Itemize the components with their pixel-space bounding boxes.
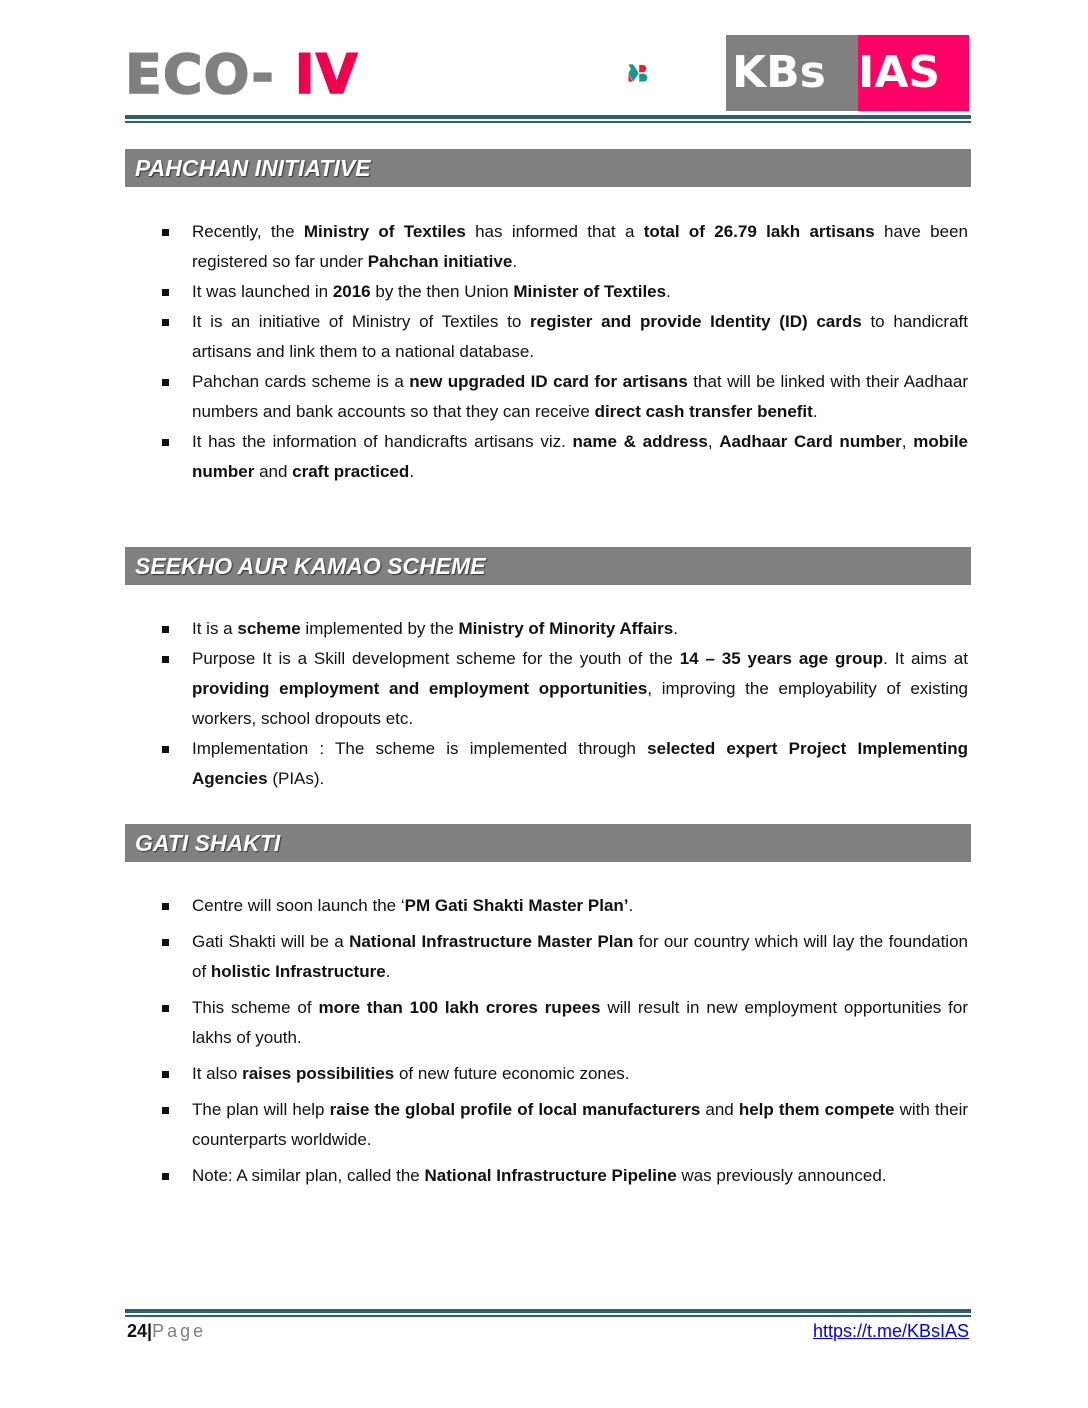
list-item (192, 217, 968, 277)
text: It was launched in (192, 282, 333, 301)
page-label: Page (152, 1321, 207, 1341)
bold-text: register and provide Identity (ID) cards (530, 312, 862, 331)
brand-kbs: KBs (726, 35, 858, 111)
text: . (409, 462, 415, 481)
list-item (192, 734, 968, 794)
text: . (512, 252, 518, 271)
page-separator: | (147, 1321, 153, 1341)
bold-text: holistic Infrastructure (210, 962, 386, 981)
kb-logo-icon (628, 34, 708, 112)
bold-text: new upgraded ID card for artisans (409, 372, 688, 391)
text: have been registered so far under (192, 222, 968, 271)
list-item (192, 927, 968, 987)
section-seekho-aur-kamao (125, 547, 971, 794)
bold-text: Ministry of Minority Affairs (458, 619, 674, 638)
text: of new future economic zones. (394, 1064, 630, 1083)
section-heading: SEEKHO AUR KAMAO SCHEME (125, 547, 971, 585)
text: has informed that a (465, 222, 644, 241)
bold-text: Aadhaar Card number (719, 432, 902, 451)
list-item (192, 644, 968, 734)
text: Centre will soon launch the ‘ (192, 896, 405, 915)
text: , (901, 432, 914, 451)
bold-text: PM Gati Shakti Master Plan’ (404, 896, 629, 915)
header-divider (125, 115, 971, 123)
text: and (254, 462, 293, 481)
text: . (812, 402, 818, 421)
title-eco: ECO- (125, 43, 295, 106)
bold-text: Pahchan initiative (367, 252, 513, 271)
list-item (192, 993, 968, 1053)
bold-text: help them compete (738, 1100, 895, 1119)
telegram-link[interactable]: https://t.me/KBsIAS (812, 1321, 969, 1341)
list-item (192, 891, 968, 921)
text: . It aims at (883, 649, 968, 668)
text: The plan will help (192, 1100, 330, 1119)
text: It has the information of handicrafts artisans viz. (192, 432, 573, 451)
bold-text: raise the global profile of local manufacturers (329, 1100, 701, 1119)
bold-text: 2016 (332, 282, 371, 301)
text: . (628, 896, 634, 915)
bullet-list (125, 614, 971, 794)
text: Purpose It is a Skill development scheme for the youth of the (192, 649, 680, 668)
footer-divider (125, 1309, 971, 1317)
list-item (192, 1095, 968, 1155)
bold-text: craft practiced (292, 462, 410, 481)
text: was previously announced. (676, 1166, 887, 1185)
bold-text: selected expert Project Implementing Agencies (192, 739, 968, 788)
text: to handicraft artisans and link them to a national database. (192, 312, 968, 361)
section-pahchan (125, 149, 971, 487)
bold-text: National Infrastructure Master Plan (349, 932, 634, 951)
section-gati-shakti (125, 824, 971, 1191)
bold-text: raises possibilities (242, 1064, 395, 1083)
text: Recently, the (192, 222, 304, 241)
text: implemented by the (300, 619, 459, 638)
brand-logo (726, 35, 969, 111)
bullet-list (125, 891, 971, 1191)
list-item (192, 427, 968, 487)
text: Implementation : The scheme is implemented through (192, 739, 648, 758)
text: for our country which will lay the foundation of (192, 932, 968, 981)
brand-ias: IAS (858, 35, 969, 111)
text: that will be linked with their Aadhaar numbers and bank accounts so that they can receive (192, 372, 968, 421)
document-title (125, 40, 359, 110)
bold-text: scheme (237, 619, 301, 638)
list-item (192, 1161, 968, 1191)
text: It is an initiative of Ministry of Textiles to (192, 312, 530, 331)
list-item (192, 277, 968, 307)
text: . (385, 962, 391, 981)
text: . (673, 619, 678, 638)
section-heading: GATI SHAKTI (125, 824, 971, 862)
text: will result in new employment opportunities for lakhs of youth. (192, 998, 968, 1047)
bold-text: direct cash transfer benefit (594, 402, 813, 421)
list-item (192, 614, 968, 644)
bold-text: total of 26.79 lakh artisans (643, 222, 875, 241)
bold-text: providing employment and employment opportunities (192, 679, 648, 698)
section-heading: PAHCHAN INITIATIVE (125, 149, 971, 187)
bold-text: Ministry of Textiles (303, 222, 466, 241)
footer (127, 1319, 969, 1343)
bold-text: Minister of Textiles (513, 282, 667, 301)
text: , (707, 432, 720, 451)
page-number: 24 (127, 1321, 148, 1341)
text: with their counterparts worldwide. (192, 1100, 969, 1149)
title-iv: IV (294, 43, 359, 106)
bold-text: 14 – 35 years age group (679, 649, 884, 668)
bold-text: National Infrastructure Pipeline (424, 1166, 677, 1185)
list-item (192, 367, 968, 427)
text: This scheme of (192, 998, 319, 1017)
bold-text: name & address (572, 432, 708, 451)
text: (PIAs). (267, 769, 325, 788)
bold-text: more than 100 lakh crores rupees (318, 998, 601, 1017)
list-item (192, 307, 968, 367)
text: Note: A similar plan, called the (192, 1166, 425, 1185)
text: by the then Union (370, 282, 514, 301)
text: It also (192, 1064, 243, 1083)
text: Pahchan cards scheme is a (192, 372, 410, 391)
bullet-list (125, 217, 971, 487)
text: Gati Shakti will be a (192, 932, 350, 951)
text: . (666, 282, 671, 301)
bold-text: mobile number (192, 432, 969, 481)
text: and (700, 1100, 739, 1119)
text: It is a (192, 619, 238, 638)
list-item (192, 1059, 968, 1089)
text: , improving the employability of existing workers, school dropouts etc. (192, 679, 968, 728)
